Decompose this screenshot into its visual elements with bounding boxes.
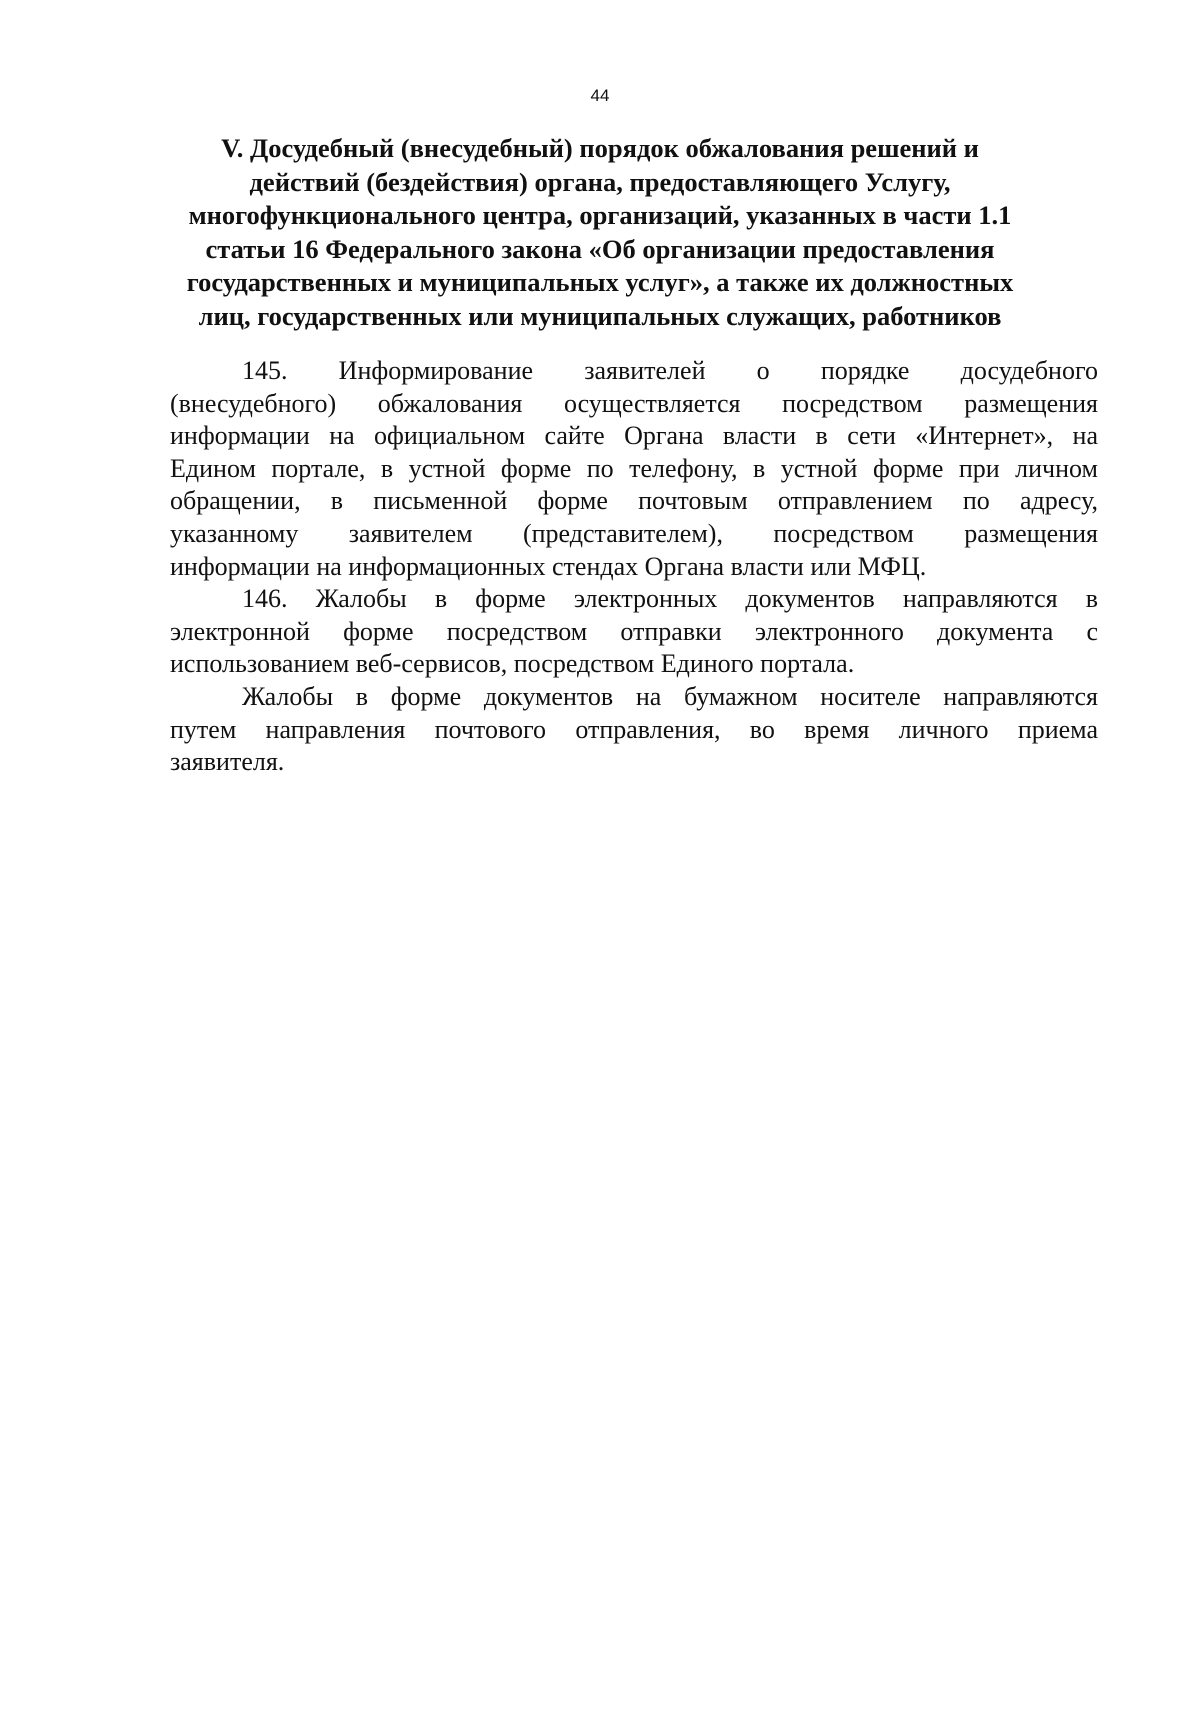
document-body [170, 355, 1098, 779]
heading-line: лиц, государственных или муниципальных служащих, работников [198, 300, 1002, 331]
paragraph-line: Жалобы в форме документов на бумажном носителе направляются [242, 681, 1098, 711]
paragraph-146 [170, 583, 1098, 681]
paragraph-line: 145. Информирование заявителей о порядке досудебного [242, 356, 1098, 385]
paragraph-145 [170, 355, 1098, 583]
paragraph-line: использованием веб-сервисов, посредством Единого портала. [170, 649, 855, 679]
paragraph-line: информации на официальном сайте Органа власти в сети «Интернет», на [170, 421, 1098, 451]
heading-line: действий (бездействия) органа, предоставляющего Услугу, [249, 166, 951, 197]
paragraph-line: 146. Жалобы в форме электронных документов направляются в [242, 584, 1098, 614]
heading-line: V. Досудебный (внесудебный) порядок обжалования решений и [221, 133, 979, 163]
paragraph-line: путем направления почтового отправления, во время личного приема [170, 714, 1098, 744]
paragraph-line: Едином портале, в устной форме по телефону, в устной форме при личном [170, 453, 1098, 483]
paragraph-146-continued [170, 681, 1098, 779]
page-number: 44 [590, 86, 610, 105]
paragraph-line: обращении, в письменной форме почтовым отправлением по адресу, [170, 486, 1098, 516]
section-heading [150, 132, 1050, 333]
heading-line: статьи 16 Федерального закона «Об организации предоставления [205, 233, 995, 264]
paragraph-line: информации на информационных стендах Органа власти или МФЦ. [170, 551, 927, 581]
paragraph-line: электронной форме посредством отправки электронного документа с [170, 616, 1098, 646]
paragraph-line: (внесудебного) обжалования осуществляется посредством размещения [170, 388, 1098, 418]
paragraph-line: заявителя. [170, 747, 285, 777]
heading-line: многофункционального центра, организаций, указанных в части 1.1 [188, 200, 1012, 230]
paragraph-line: указанному заявителем (представителем), посредством размещения [170, 518, 1098, 548]
heading-line: государственных и муниципальных услуг», а также их должностных [186, 267, 1014, 297]
